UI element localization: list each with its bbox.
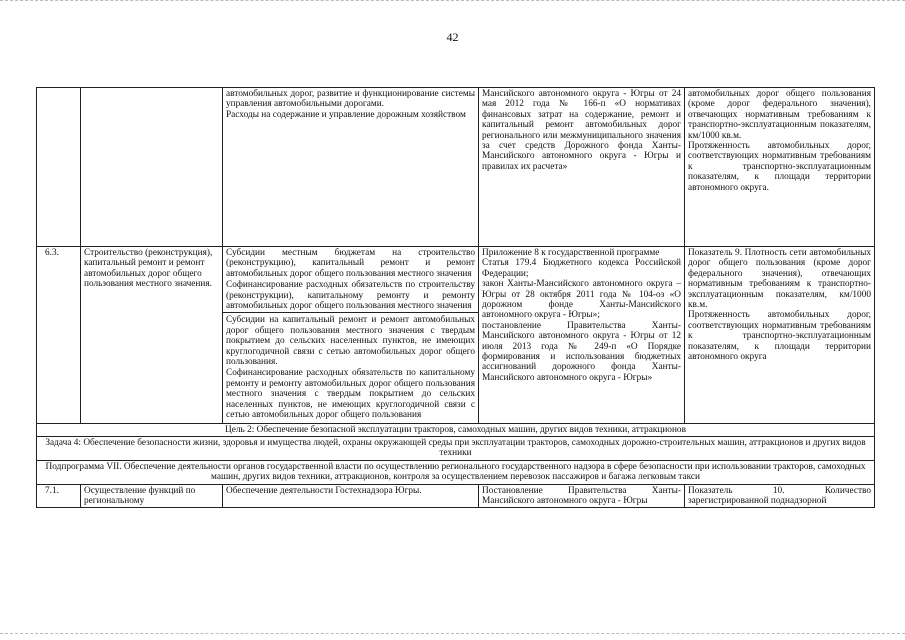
- page-bottom-edge: [0, 633, 905, 635]
- program-table: [36, 87, 875, 508]
- task-heading: Задача 4: Обеспечение безопасности жизни, здоровья и имущества людей, охраны окружающей среды при эксплуатации тракторов, самоходных дорожно-строительных машин, аттракционов и других видов техники: [37, 436, 875, 460]
- page-top-edge: [0, 0, 905, 3]
- goal-heading: Цель 2: Обеспечение безопасной эксплуатации тракторов, самоходных машин, других видов техники, аттракционов: [37, 423, 875, 436]
- cost-item: Субсидии на капитальный ремонт и ремонт автомобильных дорог общего пользования местного значения с твердым покрытием до сельских населенных пунктов, не имеющих круглогодичной связи с сетью автомобильных дорог общего пользования.: [226, 315, 475, 368]
- row-number: 6.3.: [37, 247, 81, 424]
- cell-indicators: [685, 247, 875, 424]
- cell-num: [37, 88, 81, 247]
- table-row-7-1: [37, 484, 875, 508]
- cell-costs: [223, 88, 479, 247]
- legal-text: закон Ханты-Мансийского автономного округа – Югры от 28 октября 2011 года № 104-оз «О дорожном фонде Ханты-Мансийского автономного округа - Югры»;: [482, 279, 681, 321]
- cost-text: автомобильных дорог, развитие и функционирование системы управления автомобильными дорогами.: [226, 89, 475, 110]
- row-number: 7.1.: [37, 484, 81, 508]
- activity-name: Осуществление функций по региональному: [81, 484, 223, 508]
- activity-name: Строительство (реконструкция), капитальный ремонт и ремонт автомобильных дорог общего пользования местного значения.: [81, 247, 223, 424]
- cost-item: Софинансирование расходных обязательств по строительству (реконструкции), капитальному ремонту и ремонту автомобильных дорог общего пользования местного значения: [223, 280, 478, 313]
- cell-indicators: [685, 88, 875, 247]
- table-row-goal: [37, 423, 875, 436]
- cost-text: Расходы на содержание и управление дорожным хозяйством: [226, 109, 466, 120]
- legal-text: Приложение 8 к государственной программе: [482, 248, 660, 258]
- indicator-text: Показатель 9. Плотность сети автомобильных дорог общего пользования (кроме дорог федерального значения), отвечающих нормативным требованиям к транспортно-эксплуатационным показателям, км/1000 кв.м.: [688, 248, 871, 311]
- indicator-text: Протяженность автомобильных дорог, соответствующих нормативным требованиям к транспортно-эксплуатационным показателям, к площади территории автономного округа: [688, 310, 871, 363]
- legal-text: постановление Правительства Ханты-Мансийского автономного округа - Югры от 12 июля 2013 года № 249-п «О Порядке формирования и использования бюджетных ассигнований дорожного фонда Ханты-Мансийского автономного округа - Югры»: [482, 320, 681, 383]
- legal-text: Статья 179.4 Бюджетного кодекса Российской Федерации;: [482, 258, 681, 279]
- table-row-task: [37, 436, 875, 460]
- cost-item: Софинансирование расходных обязательств по капитальному ремонту и ремонту автомобильных дорог общего пользования местного значения с твердым покрытием до сельских населенных пунктов, не имеющих круглогодичной связи с сетью автомобильных дорог общего пользования: [226, 368, 475, 421]
- page-number: 42: [446, 30, 459, 44]
- indicator-text: Показатель 10. Количество зарегистрированной поднадзорной: [685, 484, 875, 508]
- cost-text: Обеспечение деятельности Гостехнадзора Югры.: [223, 484, 479, 508]
- indicator-text: автомобильных дорог общего пользования (кроме дорог федерального значения), отвечающих нормативным требованиям к транспортно-эксплуатационным показателям, км/1000 кв.м.: [688, 89, 871, 141]
- cell-legal-basis: [479, 247, 685, 424]
- legal-text: Постановление Правительства Ханты-Мансийского автономного округа - Югры: [479, 484, 685, 508]
- table-row-subprogram: [37, 460, 875, 484]
- cell-legal-basis: [479, 88, 685, 247]
- cost-item: Субсидии местным бюджетам на строительство (реконструкцию), капитальный ремонт и ремонт автомобильных дорог общего пользования местного значения: [226, 248, 475, 279]
- cell-costs: [223, 247, 479, 424]
- cell-activity: [81, 88, 223, 247]
- table-row-continuation: [37, 88, 875, 247]
- indicator-text: Протяженность автомобильных дорог, соответствующих нормативным требованиям к транспортно-эксплуатационным показателям, к площади территории автономного округа.: [688, 141, 871, 193]
- subprogram-heading: Подпрограмма VII. Обеспечение деятельности органов государственной власти по осуществлению регионального государственного надзора в сфере безопасности при использовании тракторов, самоходных машин, других видов техники, аттракционов, контроля за осуществлением перевозок пассажиров и багажа легковым такси: [37, 460, 875, 484]
- table-row-6-3: [37, 247, 875, 424]
- legal-text: Мансийского автономного округа - Югры от 24 мая 2012 года № 166-п «О нормативах финансовых затрат на содержание, ремонт и капитальный ремонт автомобильных дорог регионального или межмуниципального значения за счет средств Дорожного фонда Ханты-Мансийского автономного округа - Югры и правилах их расчета»: [482, 89, 681, 172]
